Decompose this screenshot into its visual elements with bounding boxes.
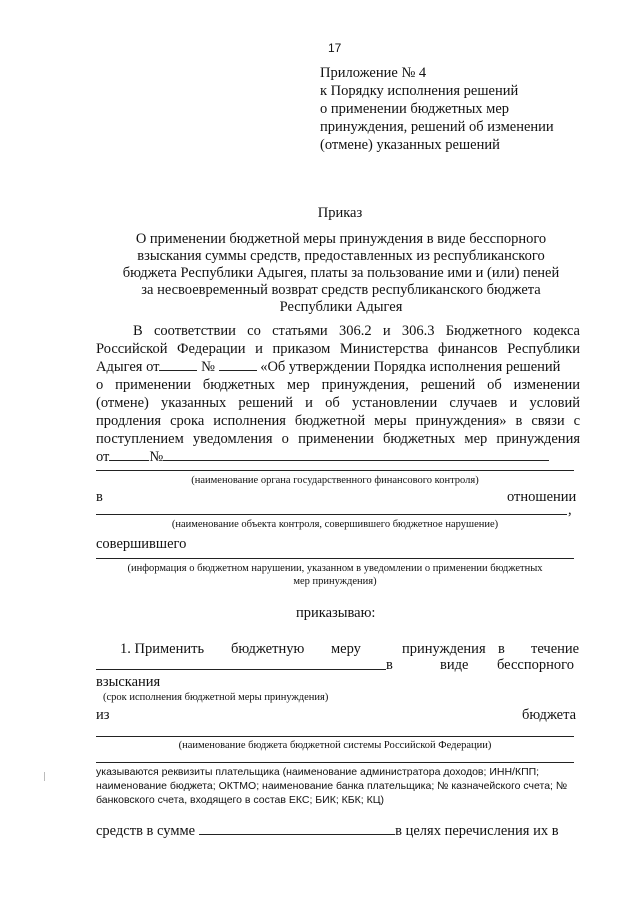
budget-line xyxy=(96,736,574,737)
appendix-line-5: (отмене) указанных решений xyxy=(320,137,500,153)
payer-details-line-3: банковского счета, входящего в состав ЕКС; БИК; КБК; КЦ) xyxy=(96,794,385,806)
violation-line xyxy=(96,558,574,559)
item1-word-6: течение xyxy=(531,641,580,657)
word-iz: из xyxy=(96,707,110,723)
item1-cont-3: бесспорного xyxy=(497,657,574,673)
word-otnoshenii: отношении xyxy=(507,489,577,505)
subject-line-2: взыскания суммы средств, предоставленных из республиканского xyxy=(137,248,545,264)
intro-line-4: о применении бюджетных мер принуждения, решений об изменении xyxy=(96,377,580,393)
intro-line-1: В соответствии со статьями 306.2 и 306.3 Бюджетного кодекса xyxy=(133,323,580,339)
control-body-caption: (наименование органа государственного финансового контроля) xyxy=(191,475,479,486)
violation-caption-1: (информация о бюджетном нарушении, указанном в уведомлении о применении бюджетных xyxy=(127,563,543,574)
intro-line-3: Адыгея от № «Об утверждении Порядка исполнения решений xyxy=(96,359,561,375)
object-line xyxy=(96,514,567,515)
appendix-line-1: Приложение № 4 xyxy=(320,65,427,81)
subject-line-4: за несвоевременный возврат средств республиканского бюджета xyxy=(141,282,541,298)
document-title: Приказ xyxy=(317,205,363,221)
item1-word-1: 1. Применить xyxy=(120,641,205,657)
word-v: в xyxy=(96,489,103,505)
item1-word-3: меру xyxy=(331,641,361,657)
intro-line-2: Российской Федерации и приказом Министерства финансов Республики xyxy=(96,341,580,357)
sum-line: средств в сумме в целях перечисления их в xyxy=(96,823,559,839)
violation-caption-2: мер принуждения) xyxy=(293,576,377,587)
subject-line-1: О применении бюджетной меры принуждения в виде бесспорного xyxy=(135,231,547,247)
margin-tick xyxy=(44,772,45,781)
item1-word-4: принуждения xyxy=(402,641,486,657)
payer-line xyxy=(96,762,574,763)
payer-details-line-1: указываются реквизиты плательщика (наименование администратора доходов; ИНН/КПП; xyxy=(96,766,540,778)
appendix-line-3: о применении бюджетных мер xyxy=(320,101,510,117)
control-body-line xyxy=(96,470,574,471)
budget-caption: (наименование бюджета бюджетной системы Российской Федерации) xyxy=(178,740,492,751)
term-line xyxy=(96,669,386,670)
page-number: 17 xyxy=(328,41,342,55)
order-word: приказываю: xyxy=(296,605,376,621)
item1-word-5: в xyxy=(498,641,505,657)
term-caption: (срок исполнения бюджетной меры принуждения) xyxy=(103,692,329,703)
payer-details-line-2: наименование бюджета; ОКТМО; наименование банка плательщика; № казначейского счета; № xyxy=(96,780,568,792)
word-sovershivshego: совершившего xyxy=(96,536,187,552)
appendix-line-2: к Порядку исполнения решений xyxy=(320,83,519,99)
item1-cont-1: в xyxy=(386,657,393,673)
intro-line-8: от № xyxy=(96,448,549,466)
intro-line-6: продления срока исполнения бюджетной меры принуждения» в связи с xyxy=(96,413,580,429)
object-caption: (наименование объекта контроля, совершившего бюджетное нарушение) xyxy=(171,519,499,530)
appendix-line-4: принуждения, решений об изменении xyxy=(320,119,554,135)
subject-line-3: бюджета Республики Адыгея, платы за пользование ими и (или) пеней xyxy=(122,265,560,281)
item1-word-2: бюджетную xyxy=(231,641,305,657)
intro-line-5: (отмене) указанных решений и об установлении случаев и условий xyxy=(96,395,580,411)
word-vzyskaniya: взыскания xyxy=(96,674,161,690)
subject-line-5: Республики Адыгея xyxy=(279,299,403,315)
item1-cont-2: виде xyxy=(440,657,469,673)
word-byudzheta: бюджета xyxy=(522,707,577,723)
intro-line-7: поступлением уведомления о применении бюджетных мер принуждения xyxy=(96,431,580,447)
object-comma: , xyxy=(568,502,572,518)
